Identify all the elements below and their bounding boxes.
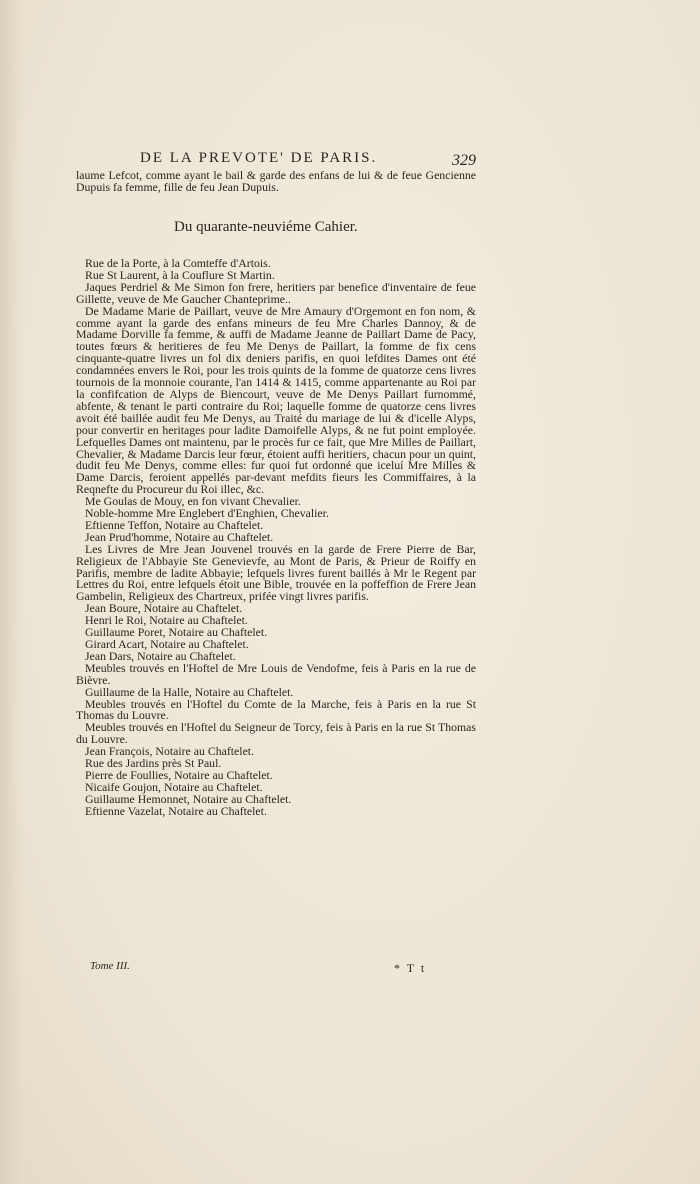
page-number: 329	[452, 152, 476, 169]
page-gutter-shadow	[0, 0, 22, 1184]
list-item: Jean Boure, Notaire au Chaftelet.	[85, 601, 243, 616]
intro-line: laume Lefcot, comme ayant le bail & garde des enfans de lui & de feue Gencienne Dupuis fa femme, fille de feu Jean Dupuis.	[76, 168, 476, 194]
list-item: Meubles trouvés en l'Hoftel du Seigneur de Torcy, feis à Paris en la rue St Thomas du Louvre.	[76, 720, 476, 747]
list-item: Rue de la Porte, à la Comteffe d'Artois.	[85, 256, 271, 270]
list-item: Girard Acart, Notaire au Chaftelet.	[85, 637, 249, 651]
list-item: De Madame Marie de Paillart, veuve de Mre Amaury d'Orgemont en fon nom, & comme ayant la garde des enfans mineurs de feu Mre Charles Dannoy, & de Madame Dorville fa femme, & auffi de Madame Jeanne de Paillart Dame de Pacy, toutes fœurs & heritieres de feu Me Denys de Paillart, la fomme de fix cens cinquante-quatre livres un fol dix deniers parifis, en quoi lefdites Dames ont été condamnées envers le Roi, pour les trois quints de la fomme de quatorze cens livres tournois de la monnoie courante, l'an 1414 & 1415, comme appartenante au Roi par la confifcation de Alyps de Biencourt, veuve de Me Denys Paillart furnommé, abfente, & tenant le parti contraire du Roi; laquelle fomme de quatorze cens livres avoit été baillée audit feu Me Denys, au Traité du mariage de lui & d'icelle Alyps, pour convertir en heritages pour ladite Damoifelle Alyps, & ne fut point employée. Lefquelles Dames ont maintenu, par le procès fur ce fait, que Mre Milles de Paillart, Chevalier, & Madame Darcis leur fœur, étoient auffi heritiers, chacun pour un quint, dudit feu Me Denys, comme elles: fur quoi fut ordonné que iceluí Mre Milles & Dame Darcis, feroient appellés par-devant mefdits fieurs les Commiffaires, à la Reqnefte du Procureur du Roi illec, &c.	[76, 303, 476, 497]
list-item: Guillaume Hemonnet, Notaire au Chaftelet.	[85, 791, 292, 806]
entries-list	[76, 258, 476, 818]
list-item: Rue St Laurent, à la Couflure St Martin.	[85, 267, 275, 282]
list-item: Guillaume de la Halle, Notaire au Chaftelet.	[85, 684, 294, 699]
list-item: Guillaume Poret, Notaire au Chaftelet.	[85, 625, 268, 640]
list-item: Jaques Perdriel & Me Simon fon frere, heritiers par benefice d'inventaire de feue Gillette, veuve de Me Gaucher Chanteprime..	[76, 279, 476, 306]
list-item: Meubles trouvés en l'Hoftel du Comte de la Marche, feis à Paris en la rue St Thomas du Louvre.	[76, 696, 476, 723]
list-item: Henri le Roi, Notaire au Chaftelet.	[85, 613, 248, 628]
list-item: Jean François, Notaire au Chaftelet.	[85, 744, 255, 759]
list-item: Noble-homme Mre Englebert d'Enghien, Chevalier.	[85, 506, 329, 521]
list-item: Jean Prud'homme, Notaire au Chaftelet.	[85, 529, 274, 544]
list-item: Rue des Jardins près St Paul.	[85, 756, 222, 771]
signature-mark: * T t	[394, 961, 427, 975]
list-item: Pierre de Foullies, Notaire au Chaftelet.	[85, 767, 273, 782]
list-item: Eftienne Vazelat, Notaire au Chaftelet.	[85, 803, 267, 818]
list-item: Jean Dars, Notaire au Chaftelet.	[85, 648, 236, 663]
list-item: Les Livres de Mre Jean Jouvenel trouvés en la garde de Frere Pierre de Bar, Religieux de l'Abbayie Ste Genevievfe, au Mont de Paris, & Prieur de Roiffy en Parifis, membre de ladite Abbayie; lefquels livres furent baillés à Mr le Regent par Lettres du Roi, entre lefquels étoit une Bible, trouvée en la poffeffion de Frere Jean Gambelin, Religieux des Chartreux, prifée vingt livres parifis.	[76, 541, 476, 604]
list-item: Meubles trouvés en l'Hoftel de Mre Louis de Vendofme, feis à Paris en la rue de Bièvre.	[76, 660, 476, 687]
running-title: DE LA PREVOTE' DE PARIS.	[140, 150, 378, 166]
section-heading: Du quarante-neuviéme Cahier.	[174, 219, 358, 235]
intro-paragraph	[76, 170, 476, 194]
list-item: Nicaife Goujon, Notaire au Chaftelet.	[85, 779, 263, 794]
volume-footer: Tome III.	[90, 960, 130, 972]
list-item: Eftienne Teffon, Notaire au Chaftelet.	[85, 517, 264, 532]
list-item: Me Goulas de Mouy, en fon vivant Chevalier.	[85, 494, 301, 509]
